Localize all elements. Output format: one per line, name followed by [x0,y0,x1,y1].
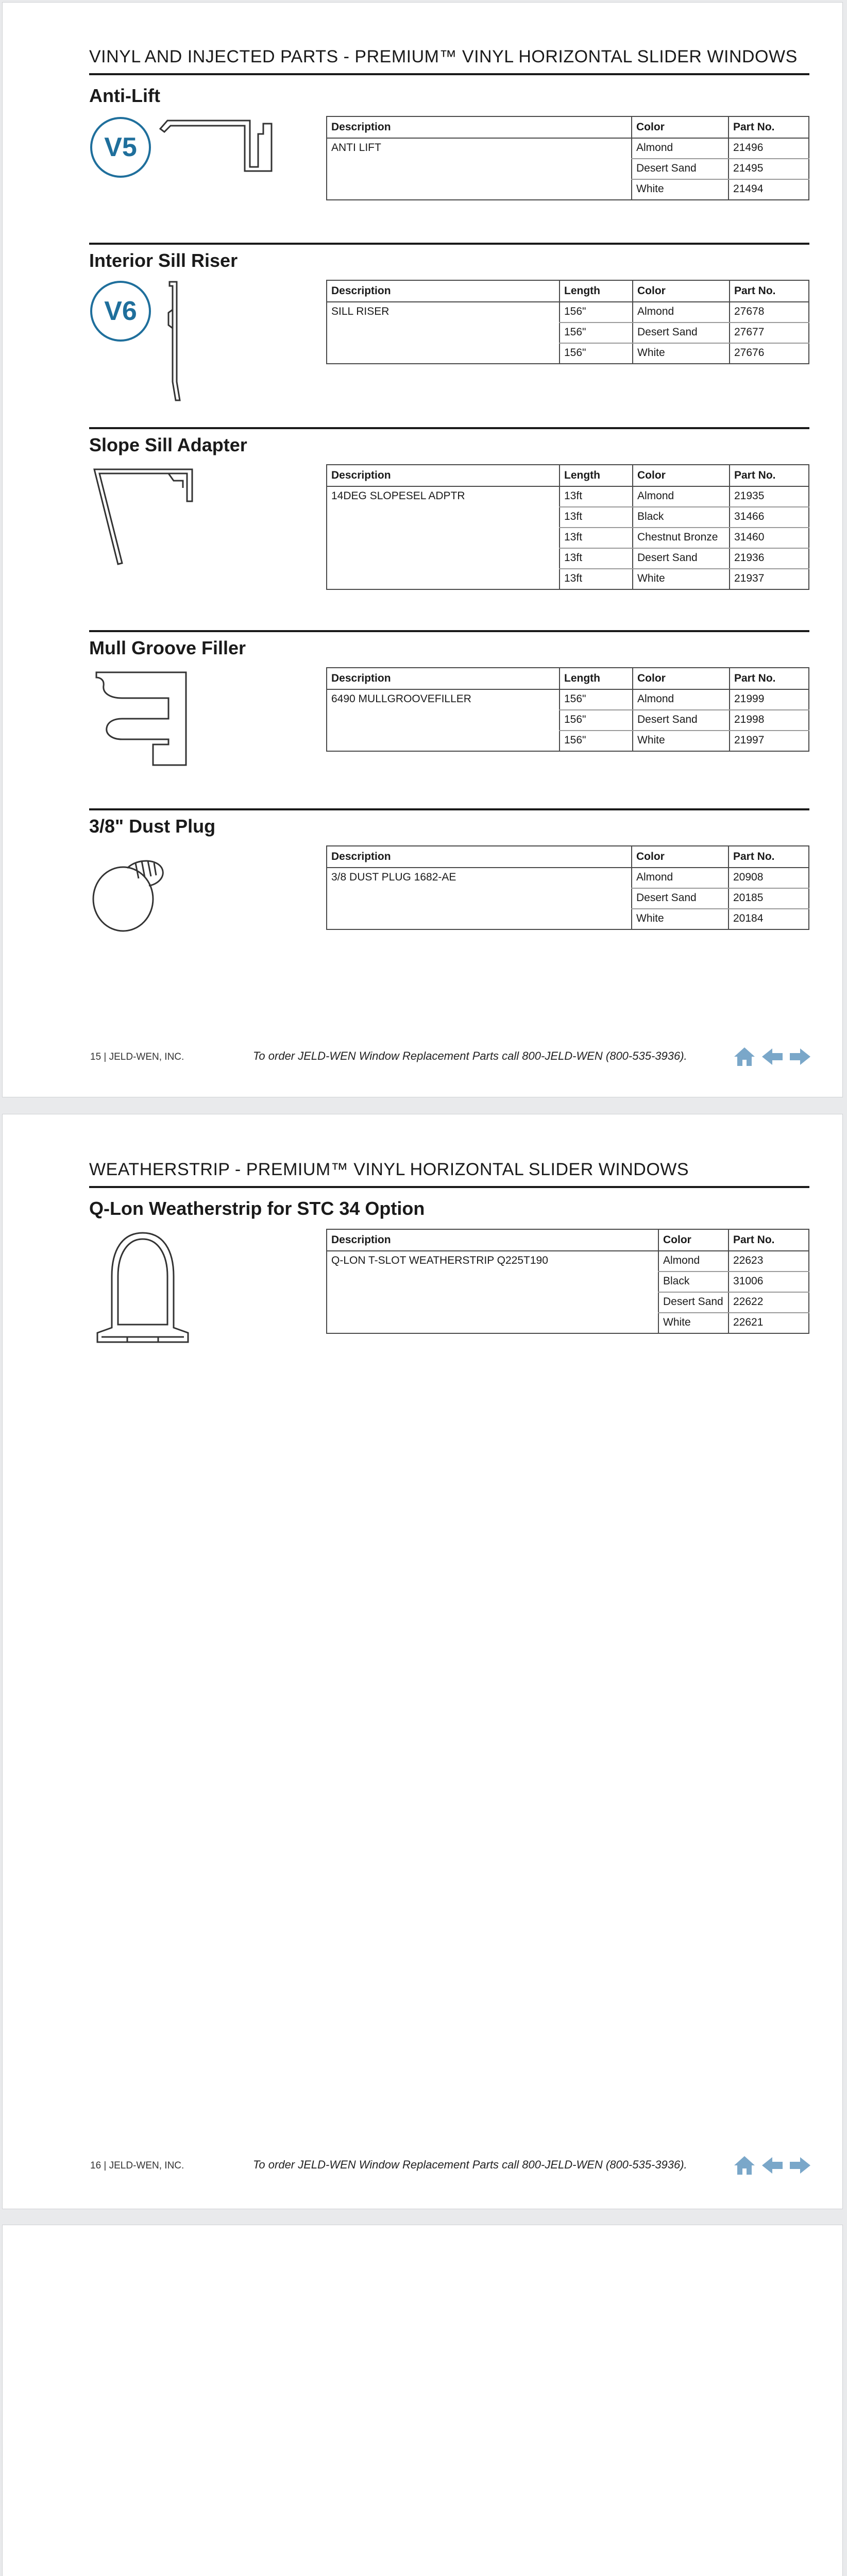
section-title-anti-lift: Anti-Lift [89,85,160,106]
col-header: Length [560,280,633,302]
col-header: Description [327,668,560,689]
part-length: 156" [560,302,633,323]
col-header: Part No. [729,846,809,868]
order-info: To order JELD-WEN Window Replacement Parts call 800-JELD-WEN (800-535-3936). [253,1049,687,1062]
part-color: White [632,909,729,929]
catalog-page-16 [2,1114,843,2209]
parts-table-dust-plug [326,845,809,930]
parts-table-anti-lift [326,116,809,200]
col-header: Color [633,668,730,689]
part-color: Desert Sand [632,159,729,179]
part-color: White [658,1313,729,1333]
part-number: 21997 [730,731,809,751]
part-color: Desert Sand [632,888,729,909]
col-header: Description [327,1229,658,1251]
col-header: Part No. [729,1229,809,1251]
part-length: 156" [560,323,633,343]
badge-v5: V5 [90,117,151,178]
parts-table-mull-groove-filler [326,667,809,752]
section-title-slope-sill-adapter: Slope Sill Adapter [89,434,247,455]
part-color: Almond [658,1251,729,1272]
page-number: 16 | JELD-WEN, INC. [90,2160,184,2171]
part-number: 31006 [729,1272,809,1292]
col-header: Color [632,116,729,138]
next-arrow-icon[interactable] [789,2155,811,2176]
part-number: 21494 [729,179,809,200]
part-number: 31466 [730,507,809,528]
part-color: Almond [632,868,729,888]
table-row [327,486,809,507]
part-description: 3/8 DUST PLUG 1682-AE [327,868,632,929]
part-length: 13ft [560,569,633,589]
part-color: White [633,569,730,589]
section-title-sill-riser: Interior Sill Riser [89,250,238,271]
page-nav [733,2155,811,2176]
table-row [327,302,809,323]
sill-riser-illustration [165,279,186,402]
part-number: 20184 [729,909,809,929]
part-description: ANTI LIFT [327,138,632,200]
section-title-dust-plug: 3/8" Dust Plug [89,816,216,837]
page-header: VINYL AND INJECTED PARTS - PREMIUM™ VINYL HORIZONTAL SLIDER WINDOWS [89,47,809,75]
col-header: Description [327,280,560,302]
part-color: Almond [633,689,730,710]
mull-groove-filler-illustration [91,667,194,770]
anti-lift-illustration [157,113,276,175]
part-length: 13ft [560,548,633,569]
col-header: Description [327,846,632,868]
table-row [327,868,809,888]
home-icon[interactable] [733,2155,756,2176]
section-divider [89,427,809,429]
part-number: 21495 [729,159,809,179]
part-length: 156" [560,689,633,710]
col-header: Color [632,846,729,868]
catalog-page-15 [2,2,843,1097]
col-header: Color [633,280,730,302]
part-length: 13ft [560,528,633,548]
part-number: 21496 [729,138,809,159]
part-color: Almond [633,486,730,507]
part-number: 31460 [730,528,809,548]
part-color: Chestnut Bronze [633,528,730,548]
col-header: Description [327,465,560,486]
part-description: SILL RISER [327,302,560,364]
home-icon[interactable] [733,1046,756,1067]
col-header: Length [560,465,633,486]
part-color: Almond [633,302,730,323]
part-color: Desert Sand [633,710,730,731]
order-info: To order JELD-WEN Window Replacement Parts call 800-JELD-WEN (800-535-3936). [253,2158,687,2171]
section-title-q-lon-weatherstrip: Q-Lon Weatherstrip for STC 34 Option [89,1198,425,1219]
page-header: WEATHERSTRIP - PREMIUM™ VINYL HORIZONTAL SLIDER WINDOWS [89,1160,809,1188]
prev-arrow-icon[interactable] [761,2155,784,2176]
part-number: 27678 [730,302,809,323]
table-row [327,689,809,710]
col-header: Length [560,668,633,689]
col-header: Color [658,1229,729,1251]
table-row [327,1251,809,1272]
part-length: 156" [560,731,633,751]
back-cover-page [2,2225,843,2576]
next-arrow-icon[interactable] [789,1046,811,1067]
col-header: Part No. [730,668,809,689]
part-number: 20908 [729,868,809,888]
part-color: White [632,179,729,200]
part-description: Q-LON T-SLOT WEATHERSTRIP Q225T190 [327,1251,658,1333]
part-length: 13ft [560,507,633,528]
part-color: Desert Sand [658,1292,729,1313]
part-number: 22622 [729,1292,809,1313]
part-number: 21936 [730,548,809,569]
page-number: 15 | JELD-WEN, INC. [90,1052,184,1062]
prev-arrow-icon[interactable] [761,1046,784,1067]
page-nav [733,1046,811,1067]
part-number: 21935 [730,486,809,507]
part-number: 21999 [730,689,809,710]
col-header: Part No. [730,280,809,302]
part-number: 21998 [730,710,809,731]
weatherstrip-illustration [91,1230,194,1348]
table-row [327,138,809,159]
parts-table-q-lon-weatherstrip [326,1229,809,1334]
part-length: 13ft [560,486,633,507]
part-color: Black [633,507,730,528]
part-description: 14DEG SLOPESEL ADPTR [327,486,560,589]
part-number: 27676 [730,343,809,364]
part-number: 22621 [729,1313,809,1333]
part-number: 27677 [730,323,809,343]
parts-table-slope-sill-adapter [326,464,809,590]
parts-table-sill-riser [326,280,809,364]
part-description: 6490 MULLGROOVEFILLER [327,689,560,751]
section-divider [89,243,809,245]
part-number: 21937 [730,569,809,589]
part-color: White [633,343,730,364]
part-color: White [633,731,730,751]
part-color: Desert Sand [633,323,730,343]
part-length: 156" [560,343,633,364]
slope-sill-adapter-illustration [91,465,210,568]
section-divider [89,630,809,632]
dust-plug-illustration [91,848,168,935]
col-header: Color [633,465,730,486]
col-header: Part No. [730,465,809,486]
part-length: 156" [560,710,633,731]
part-color: Black [658,1272,729,1292]
section-divider [89,808,809,810]
section-title-mull-groove-filler: Mull Groove Filler [89,637,246,658]
part-number: 20185 [729,888,809,909]
part-color: Desert Sand [633,548,730,569]
col-header: Description [327,116,632,138]
part-number: 22623 [729,1251,809,1272]
col-header: Part No. [729,116,809,138]
part-color: Almond [632,138,729,159]
badge-v6: V6 [90,281,151,342]
